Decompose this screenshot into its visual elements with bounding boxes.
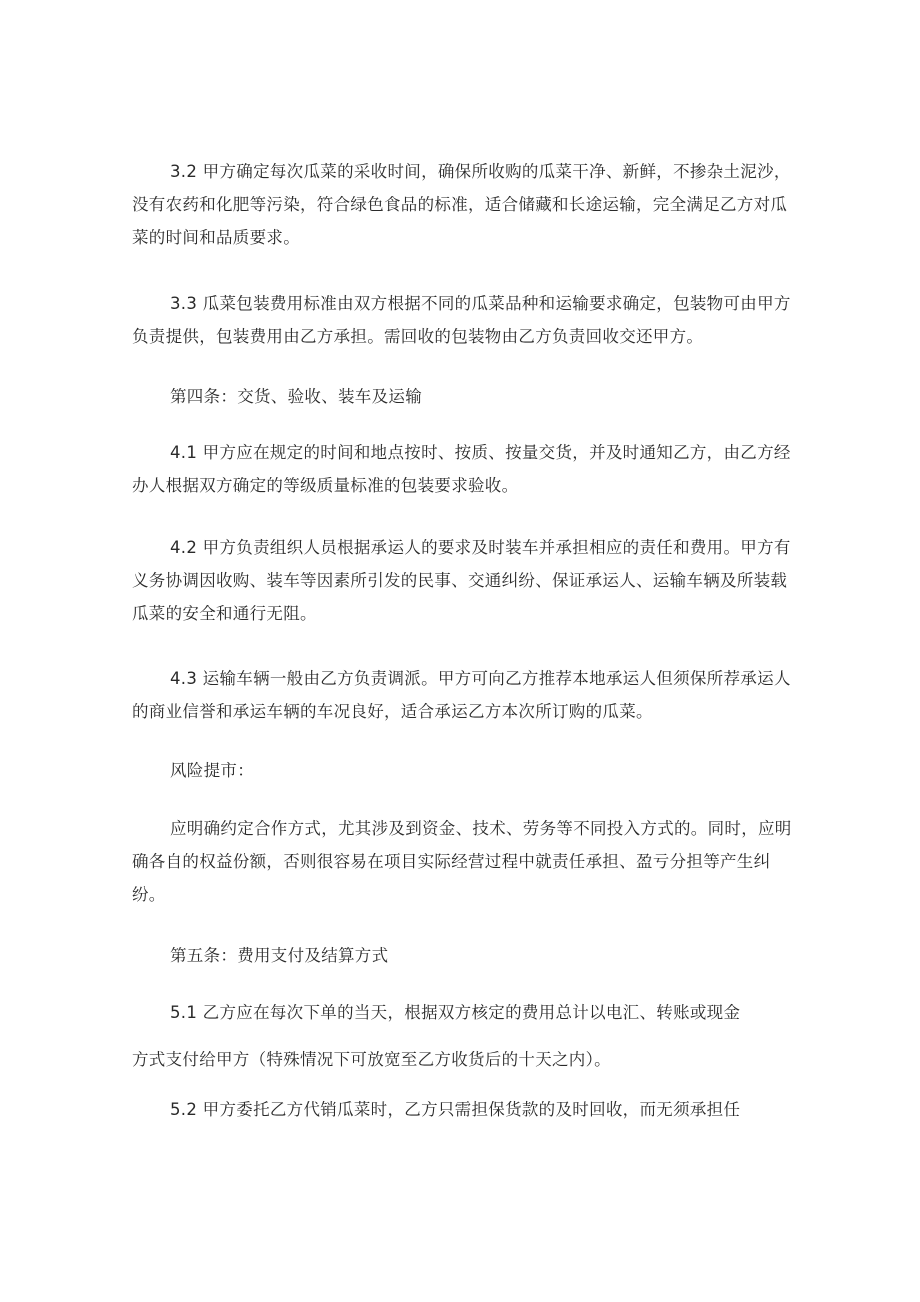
paragraph-5-2: 5.2 甲方委托乙方代销瓜菜时，乙方只需担保货款的及时回收，而无须承担任 xyxy=(170,1100,741,1119)
risk-paragraph: 应明确约定合作方式，尤其涉及到资金、技术、劳务等不同投入方式的。同时，应明确各自的权益份额，否则很容易在项目实际经营过程中就责任承担、盈亏分担等产生纠纷。 xyxy=(132,819,792,904)
paragraph-3-3: 3.3 瓜菜包装费用标准由双方根据不同的瓜菜品种和运输要求确定，包装物可由甲方负责提供，包装费用由乙方承担。需回收的包装物由乙方负责回收交还甲方。 xyxy=(132,294,791,346)
heading-article-4: 第四条：交货、验收、装车及运输 xyxy=(170,387,422,406)
paragraph-4-2: 4.2 甲方负责组织人员根据承运人的要求及时装车并承担相应的责任和费用。甲方有义务协调因收购、装车等因素所引发的民事、交通纠纷、保证承运人、运输车辆及所装载瓜菜的安全和通行无阻。 xyxy=(132,538,791,623)
paragraph-4-1: 4.1 甲方应在规定的时间和地点按时、按质、按量交货，并及时通知乙方，由乙方经办人根据双方确定的等级质量标准的包装要求验收。 xyxy=(132,443,791,495)
paragraph-5-1-continued: 方式支付给甲方（特殊情况下可放宽至乙方收货后的十天之内）。 xyxy=(132,1050,611,1069)
paragraph-5-1: 5.1 乙方应在每次下单的当天，根据双方核定的费用总计以电汇、转账或现金 xyxy=(170,1003,741,1022)
risk-heading: 风险提市： xyxy=(170,761,254,780)
paragraph-3-2: 3.2 甲方确定每次瓜菜的采收时间，确保所收购的瓜菜干净、新鲜，不掺杂土泥沙，没有农药和化肥等污染，符合绿色食品的标准，适合储藏和长途运输，完全满足乙方对瓜菜的时间和品质要求。 xyxy=(132,162,791,247)
paragraph-4-3: 4.3 运输车辆一般由乙方负责调派。甲方可向乙方推荐本地承运人但须保所荐承运人的商业信誉和承运车辆的车况良好，适合承运乙方本次所订购的瓜菜。 xyxy=(132,669,791,721)
heading-article-5: 第五条：费用支付及结算方式 xyxy=(170,946,389,965)
